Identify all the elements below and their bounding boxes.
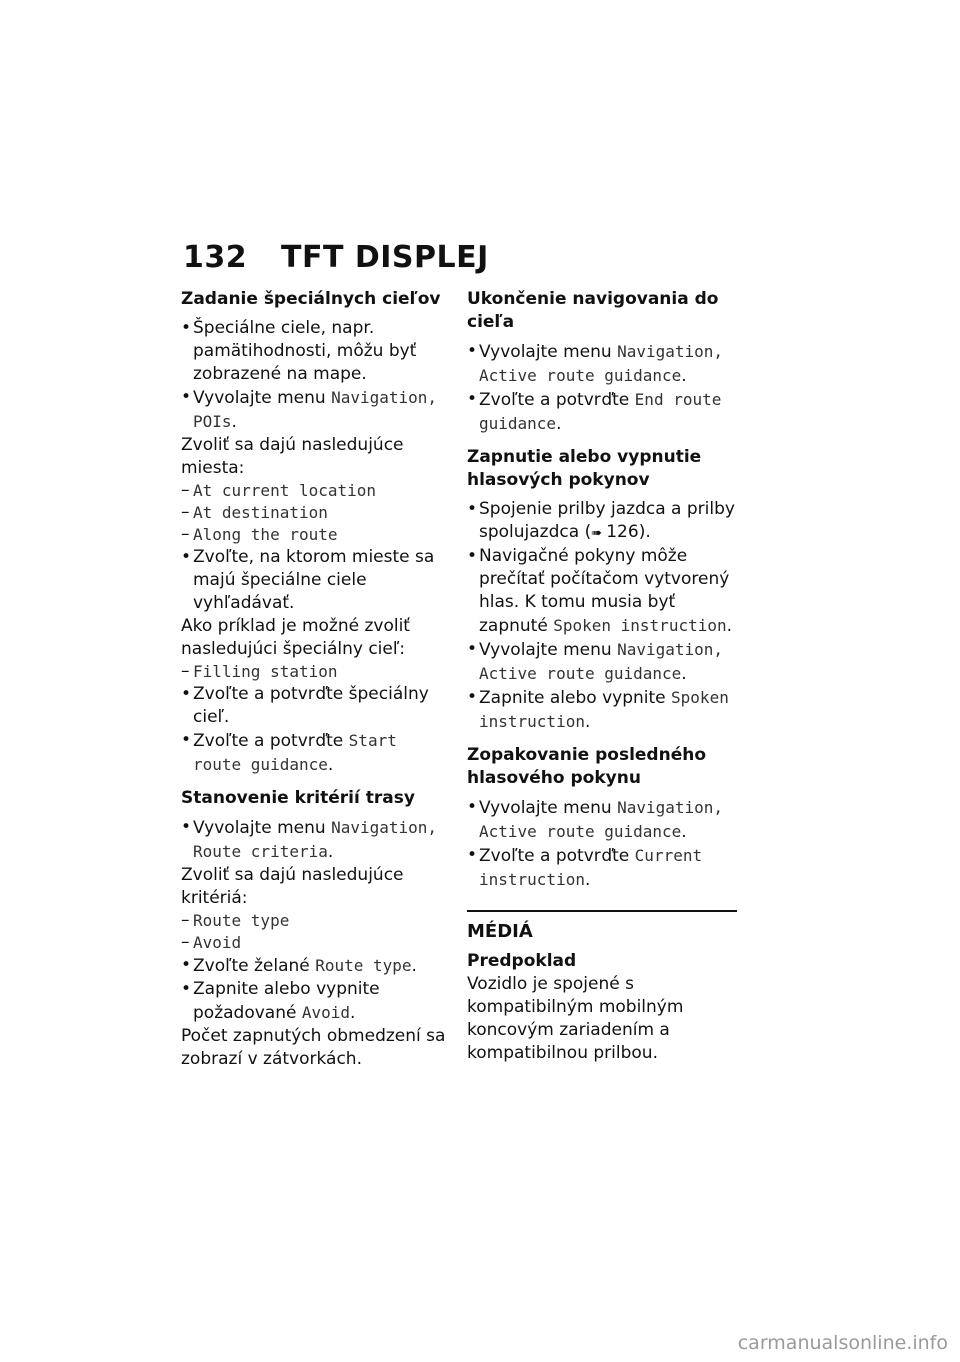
page-reference-arrow-icon: ➠: [591, 526, 607, 541]
option-item: – Along the route: [181, 524, 451, 546]
menu-path: Navigation, Active route guidance: [479, 640, 724, 683]
list-item: • Zvoľte želané Route type.: [181, 954, 451, 978]
watermark: carmanualsonline.info: [737, 1332, 948, 1354]
section-title-route-criteria: Stanovenie kritérií trasy: [181, 788, 415, 808]
section-title-repeat-instruction: Zopakovanie posledného hlasového pokynu: [467, 745, 707, 788]
paragraph: Ako príklad je možné zvoliť nasledujúci špeciálny cieľ:: [181, 616, 410, 659]
paragraph: Zvoliť sa dajú nasledujúce miesta:: [181, 435, 404, 478]
list-item: • Zapnite alebo vypnite Spoken instruction.: [467, 686, 739, 734]
paragraph: Zvoliť sa dajú nasledujúce kritériá:: [181, 865, 404, 908]
subsection-title-prerequisite: Predpoklad: [467, 951, 577, 971]
left-column: [181, 288, 451, 1071]
paragraph: Počet zapnutých obmedzení sa zobrazí v zátvorkách.: [181, 1026, 446, 1069]
page-number: 132: [183, 240, 248, 275]
section-title-special-destinations: Zadanie špeciálnych cieľov: [181, 289, 441, 309]
menu-path: Navigation, Route criteria: [193, 818, 438, 861]
menu-path: Start route guidance: [193, 731, 397, 774]
list-item: • Zvoľte a potvrďte End route guidance.: [467, 388, 739, 436]
page-reference: 126: [606, 522, 639, 542]
menu-path: Avoid: [301, 1003, 351, 1022]
list-item: • Vyvolajte menu Navigation, Active route guidance.: [467, 340, 739, 388]
list-item: • Špeciálne ciele, napr. pamätihodnosti, môžu byť zobrazené na mape.: [181, 317, 451, 386]
page-header: [183, 240, 489, 275]
list-item: • Zvoľte, na ktorom mieste sa majú špeciálne ciele vyhľadávať.: [181, 546, 451, 615]
list-item: • Navigačné pokyny môže prečítať počítačom vytvorený hlas. K tomu musia byť zapnuté Spoken instruction.: [467, 545, 739, 638]
menu-path: Navigation, Active route guidance: [479, 798, 724, 841]
list-item: • Vyvolajte menu Navigation, Active route guidance.: [467, 796, 739, 844]
option-item: – Avoid: [181, 932, 451, 954]
paragraph: Vozidlo je spojené s kompatibilným mobilným koncovým zariadením a kompatibilnou prilbou.: [467, 974, 684, 1063]
option-item: – Filling station: [181, 661, 451, 683]
menu-path: Spoken instruction: [479, 688, 729, 731]
menu-path: Navigation, Active route guidance: [479, 342, 724, 385]
section-title-media: MÉDIÁ: [467, 921, 533, 942]
list-item: • Vyvolajte menu Navigation, Route criteria.: [181, 816, 451, 864]
right-column: [467, 288, 739, 1065]
option-item: – At current location: [181, 480, 451, 502]
list-item: • Zvoľte a potvrďte Start route guidance.: [181, 729, 451, 777]
list-item: • Zvoľte a potvrďte Current instruction.: [467, 844, 739, 892]
option-item: – At destination: [181, 502, 451, 524]
menu-path: Spoken instruction: [553, 616, 727, 635]
list-item: • Zvoľte a potvrďte špeciálny cieľ.: [181, 683, 451, 729]
section-divider: [467, 910, 737, 912]
list-item: • Spojenie prilby jazdca a prilby spolujazdca (➠ 126).: [467, 498, 739, 545]
list-item: • Vyvolajte menu Navigation, POIs.: [181, 386, 451, 434]
section-title-end-navigation: Ukončenie navigovania do cieľa: [467, 289, 719, 332]
list-item: • Zapnite alebo vypnite požadované Avoid.: [181, 978, 451, 1025]
list-item: • Vyvolajte menu Navigation, Active route guidance.: [467, 638, 739, 686]
menu-path: Current instruction: [479, 846, 703, 889]
menu-path: Route type: [315, 956, 412, 975]
chapter-title: TFT DISPLEJ: [281, 240, 489, 275]
menu-path: End route guidance: [479, 390, 722, 433]
option-item: – Route type: [181, 910, 451, 932]
section-title-voice-instructions: Zapnutie alebo vypnutie hlasových pokynov: [467, 447, 702, 490]
menu-path: Navigation, POIs: [193, 388, 438, 431]
